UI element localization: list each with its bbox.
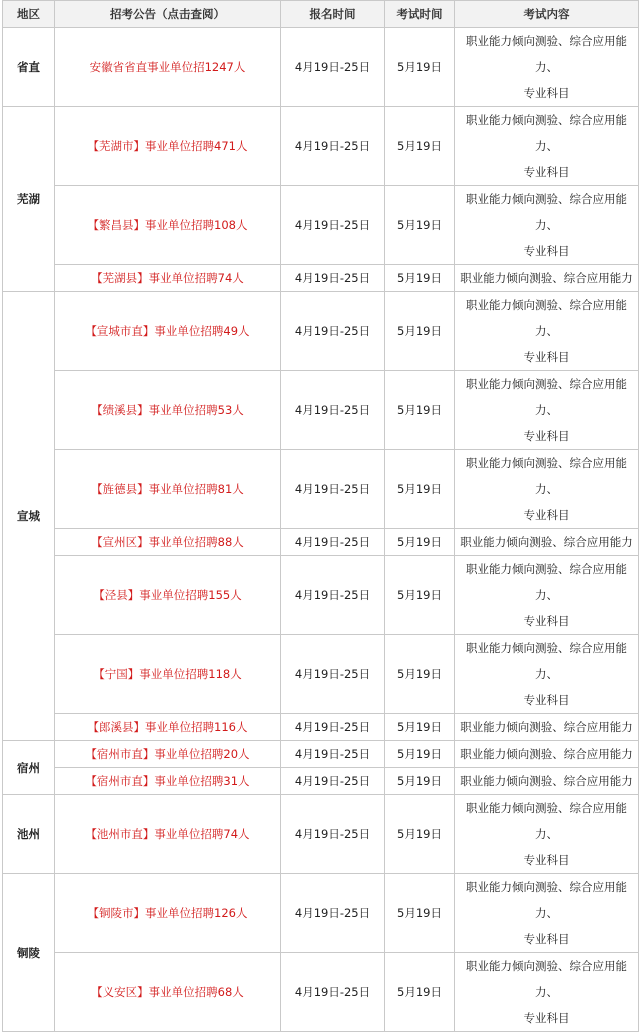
table-row <box>3 186 639 265</box>
notice-link[interactable]: 【旌德县】事业单位招聘81人 <box>91 482 244 496</box>
exam-time-cell: 5月19日 <box>385 107 455 186</box>
exam-content-cell <box>455 107 639 186</box>
exam-time-cell: 5月19日 <box>385 371 455 450</box>
exam-content-line: 专业科目 <box>523 932 570 946</box>
exam-content-cell <box>455 371 639 450</box>
region-cell-tongling: 铜陵 <box>3 874 55 1032</box>
exam-time-cell: 5月19日 <box>385 953 455 1032</box>
signup-time-cell: 4月19日-25日 <box>281 265 385 292</box>
exam-content-line: 专业科目 <box>523 429 570 443</box>
notice-link[interactable]: 安徽省省直事业单位招1247人 <box>89 60 246 74</box>
table-row <box>3 371 639 450</box>
signup-time-cell: 4月19日-25日 <box>281 556 385 635</box>
notice-link[interactable]: 【义安区】事业单位招聘68人 <box>91 985 244 999</box>
recruitment-table <box>2 0 639 1032</box>
table-row <box>3 28 639 107</box>
signup-time-cell: 4月19日-25日 <box>281 450 385 529</box>
region-cell-chizhou: 池州 <box>3 795 55 874</box>
table-row <box>3 292 639 371</box>
exam-content-line: 职业能力倾向测验、综合应用能力 <box>460 535 633 549</box>
exam-time-cell: 5月19日 <box>385 186 455 265</box>
table-row <box>3 529 639 556</box>
exam-content-line: 职业能力倾向测验、综合应用能力、 <box>466 377 627 417</box>
table-row <box>3 874 639 953</box>
exam-content-line: 专业科目 <box>523 693 570 707</box>
notice-cell <box>55 186 281 265</box>
signup-time-cell: 4月19日-25日 <box>281 186 385 265</box>
exam-time-cell: 5月19日 <box>385 714 455 741</box>
exam-content-line: 职业能力倾向测验、综合应用能力、 <box>466 456 627 496</box>
exam-content-cell <box>455 556 639 635</box>
table-row <box>3 107 639 186</box>
notice-link[interactable]: 【宿州市直】事业单位招聘31人 <box>85 774 250 788</box>
notice-link[interactable]: 【宣州区】事业单位招聘88人 <box>91 535 244 549</box>
notice-link[interactable]: 【宣城市直】事业单位招聘49人 <box>85 324 250 338</box>
signup-time-cell: 4月19日-25日 <box>281 874 385 953</box>
exam-content-line: 专业科目 <box>523 853 570 867</box>
table-header-row <box>3 1 639 28</box>
exam-time-cell: 5月19日 <box>385 635 455 714</box>
exam-content-line: 职业能力倾向测验、综合应用能力、 <box>466 113 627 153</box>
notice-cell <box>55 768 281 795</box>
notice-cell <box>55 874 281 953</box>
exam-content-line: 职业能力倾向测验、综合应用能力、 <box>466 192 627 232</box>
notice-link[interactable]: 【铜陵市】事业单位招聘126人 <box>87 906 248 920</box>
notice-link[interactable]: 【郎溪县】事业单位招聘116人 <box>87 720 248 734</box>
notice-cell <box>55 292 281 371</box>
exam-content-cell <box>455 529 639 556</box>
exam-content-cell <box>455 450 639 529</box>
exam-content-line: 职业能力倾向测验、综合应用能力 <box>460 774 633 788</box>
signup-time-cell: 4月19日-25日 <box>281 371 385 450</box>
region-cell-shengzhi: 省直 <box>3 28 55 107</box>
exam-time-cell: 5月19日 <box>385 265 455 292</box>
exam-time-cell: 5月19日 <box>385 28 455 107</box>
notice-cell <box>55 529 281 556</box>
exam-time-cell: 5月19日 <box>385 741 455 768</box>
signup-time-cell: 4月19日-25日 <box>281 795 385 874</box>
table-row <box>3 265 639 292</box>
notice-link[interactable]: 【池州市直】事业单位招聘74人 <box>85 827 250 841</box>
exam-content-cell <box>455 186 639 265</box>
exam-content-line: 职业能力倾向测验、综合应用能力 <box>460 720 633 734</box>
notice-cell <box>55 795 281 874</box>
table-row <box>3 741 639 768</box>
exam-content-line: 专业科目 <box>523 165 570 179</box>
exam-content-line: 职业能力倾向测验、综合应用能力、 <box>466 298 627 338</box>
notice-link[interactable]: 【宁国】事业单位招聘118人 <box>93 667 242 681</box>
exam-content-cell <box>455 795 639 874</box>
exam-time-cell: 5月19日 <box>385 450 455 529</box>
table-row <box>3 714 639 741</box>
notice-link[interactable]: 【芜湖县】事业单位招聘74人 <box>91 271 244 285</box>
notice-cell <box>55 714 281 741</box>
exam-content-line: 专业科目 <box>523 614 570 628</box>
exam-content-line: 职业能力倾向测验、综合应用能力、 <box>466 959 627 999</box>
signup-time-cell: 4月19日-25日 <box>281 107 385 186</box>
exam-content-line: 职业能力倾向测验、综合应用能力、 <box>466 641 627 681</box>
exam-content-cell <box>455 741 639 768</box>
header-exam-time: 考试时间 <box>385 1 455 28</box>
table-row <box>3 768 639 795</box>
notice-link[interactable]: 【繁昌县】事业单位招聘108人 <box>87 218 248 232</box>
exam-content-cell <box>455 953 639 1032</box>
exam-content-line: 专业科目 <box>523 350 570 364</box>
notice-cell <box>55 741 281 768</box>
header-notice: 招考公告（点击查阅） <box>55 1 281 28</box>
notice-link[interactable]: 【芜湖市】事业单位招聘471人 <box>87 139 248 153</box>
exam-content-line: 专业科目 <box>523 244 570 258</box>
signup-time-cell: 4月19日-25日 <box>281 953 385 1032</box>
region-cell-suzhou: 宿州 <box>3 741 55 795</box>
exam-content-line: 专业科目 <box>523 508 570 522</box>
notice-cell <box>55 107 281 186</box>
signup-time-cell: 4月19日-25日 <box>281 714 385 741</box>
exam-time-cell: 5月19日 <box>385 292 455 371</box>
region-cell-xuancheng: 宣城 <box>3 292 55 741</box>
notice-cell <box>55 556 281 635</box>
exam-content-cell <box>455 874 639 953</box>
notice-cell <box>55 450 281 529</box>
exam-content-line: 职业能力倾向测验、综合应用能力、 <box>466 562 627 602</box>
exam-content-cell <box>455 265 639 292</box>
table-row <box>3 953 639 1032</box>
exam-content-cell <box>455 768 639 795</box>
signup-time-cell: 4月19日-25日 <box>281 28 385 107</box>
exam-content-line: 职业能力倾向测验、综合应用能力、 <box>466 801 627 841</box>
signup-time-cell: 4月19日-25日 <box>281 529 385 556</box>
notice-cell <box>55 265 281 292</box>
signup-time-cell: 4月19日-25日 <box>281 768 385 795</box>
signup-time-cell: 4月19日-25日 <box>281 741 385 768</box>
header-signup-time: 报名时间 <box>281 1 385 28</box>
notice-link[interactable]: 【泾县】事业单位招聘155人 <box>93 588 242 602</box>
table-row <box>3 556 639 635</box>
exam-content-cell <box>455 635 639 714</box>
exam-content-line: 职业能力倾向测验、综合应用能力、 <box>466 34 627 74</box>
exam-time-cell: 5月19日 <box>385 768 455 795</box>
exam-content-cell <box>455 292 639 371</box>
table-row <box>3 450 639 529</box>
notice-cell <box>55 371 281 450</box>
exam-time-cell: 5月19日 <box>385 795 455 874</box>
header-exam-content: 考试内容 <box>455 1 639 28</box>
header-region: 地区 <box>3 1 55 28</box>
exam-content-cell <box>455 714 639 741</box>
exam-time-cell: 5月19日 <box>385 529 455 556</box>
notice-link[interactable]: 【绩溪县】事业单位招聘53人 <box>91 403 244 417</box>
signup-time-cell: 4月19日-25日 <box>281 635 385 714</box>
exam-content-line: 专业科目 <box>523 86 570 100</box>
exam-content-line: 职业能力倾向测验、综合应用能力 <box>460 747 633 761</box>
notice-cell <box>55 953 281 1032</box>
exam-content-line: 职业能力倾向测验、综合应用能力、 <box>466 880 627 920</box>
exam-content-line: 职业能力倾向测验、综合应用能力 <box>460 271 633 285</box>
notice-link[interactable]: 【宿州市直】事业单位招聘20人 <box>85 747 250 761</box>
exam-time-cell: 5月19日 <box>385 556 455 635</box>
exam-content-cell <box>455 28 639 107</box>
exam-content-line: 专业科目 <box>523 1011 570 1025</box>
table-row <box>3 635 639 714</box>
signup-time-cell: 4月19日-25日 <box>281 292 385 371</box>
table-row <box>3 795 639 874</box>
notice-cell <box>55 635 281 714</box>
notice-cell <box>55 28 281 107</box>
exam-time-cell: 5月19日 <box>385 874 455 953</box>
region-cell-wuhu: 芜湖 <box>3 107 55 292</box>
